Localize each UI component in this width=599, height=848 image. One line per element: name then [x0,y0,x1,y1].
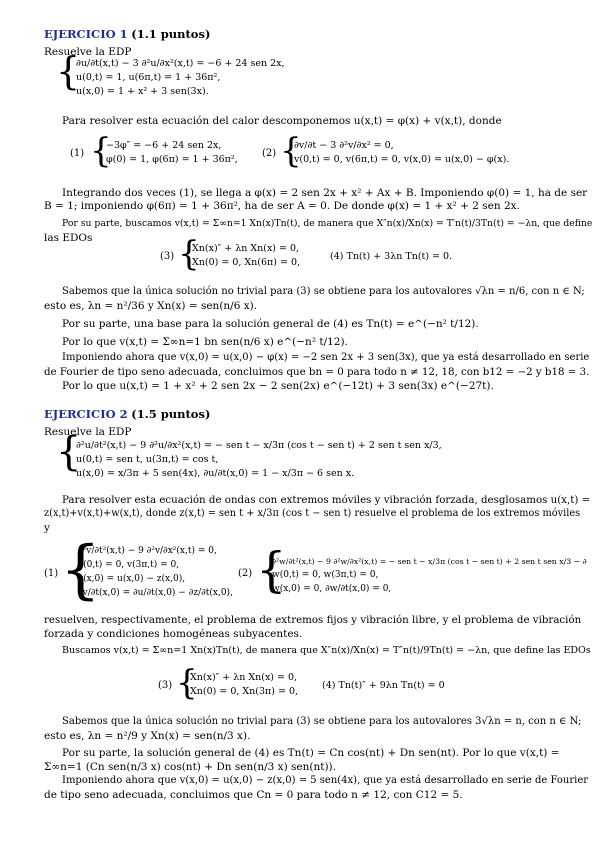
paragraph: Para resolver esta ecuación del calor descomponemos u(x,t) = φ(x) + v(x,t), donde [62,115,502,127]
paragraph-line: Para resolver esta ecuación de ondas con extremos móviles y vibración forzada, desglosamos u(x,t) = [62,494,591,506]
paragraph-line: de Fourier de tipo seno adecuada, concluimos que bn = 0 para todo n ≠ 12, 18, con b12 = −2 y b18 = 3. [44,366,590,378]
paragraph-line: Por lo que u(x,t) = 1 + x² + 2 sen 2x − 2 sen(2x) e^(−12t) + 3 sen(3x) e^(−27t). [62,380,494,392]
equation: (4) Tn(t) + 3λn Tn(t) = 0. [330,251,453,262]
paragraph-line: y [44,522,50,534]
brace: { [176,663,198,703]
equation-label: (1) [70,148,85,159]
paragraph-line: B = 1; imponiendo φ(6π) = 1 + 36π², ha de ser A = 0. De donde φ(x) = 1 + x² + 2 sen 2x. [44,200,520,212]
paragraph-line: z(x,t)+v(x,t)+w(x,t), donde z(x,t) = sen t + x/3π (cos t − sen t) resuelve el problema de los extremos móviles [44,508,581,519]
paragraph-line: forzada y condiciones homogéneas subyacentes. [44,628,303,640]
equation-label: (1) [44,568,59,579]
system-line: ∂²v/∂t²(x,t) − 9 ∂²v/∂x²(x,t) = 0, [78,546,217,556]
paragraph-line: Por lo que v(x,t) = Σ∞n=1 bn sen(n/6 x) e^(−n² t/12). [62,336,348,348]
system-line: −3φ″ = −6 + 24 sen 2x, [106,140,222,151]
exercise-1-intro: Resuelve la EDP [44,46,132,58]
paragraph-line: Por su parte, la solución general de (4) es Tn(t) = Cn cos(nt) + Dn sen(nt). Por lo que v(x,t) = [62,747,560,759]
exercise-2-system-line: ∂²u/∂t²(x,t) − 9 ∂²u/∂x²(x,t) = − sen t − x/3π (cos t − sen t) + 2 sen t sen x/3, [76,440,442,451]
paragraph-line: Por su parte, buscamos v(x,t) = Σ∞n=1 Xn(x)Tn(t), de manera que X″n(x)/Xn(x) = T′n(t)/3Tn(t) = −λn, que define [62,218,593,229]
system-line: w(x,0) = 0, ∂w/∂t(x,0) = 0, [272,584,392,594]
exercise-1-system-line: u(x,0) = 1 + x² + 3 sen(3x). [76,86,209,97]
system-line: φ(0) = 1, φ(6π) = 1 + 36π², [106,154,238,165]
paragraph-line: esto es, λn = n²/36 y Xn(x) = sen(n/6 x). [44,300,258,312]
paragraph-line: Imponiendo ahora que v(x,0) = u(x,0) − z(x,0) = 5 sen(4x), que ya está desarrollado en serie de Fourier [62,775,589,786]
system-line: v(0,t) = 0, v(6π,t) = 0, v(x,0) = u(x,0) − φ(x). [294,154,510,165]
paragraph-line: Buscamos v(x,t) = Σ∞n=1 Xn(x)Tn(t), de manera que X″n(x)/Xn(x) = T″n(t)/9Tn(t) = −λn, que define las EDOs [62,645,591,656]
exercise-1-system-line: ∂u/∂t(x,t) − 3 ∂²u/∂x²(x,t) = −6 + 24 sen 2x, [76,58,285,69]
system-line: v(x,0) = u(x,0) − z(x,0), [78,574,186,584]
system-line: v(0,t) = 0, v(3π,t) = 0, [78,560,180,570]
system-line: ∂²w/∂t²(x,t) − 9 ∂²w/∂x²(x,t) = − sen t − x/3π (cos t − sen t) + 2 sen t sen x/3 − ∂ [272,557,587,566]
system-line: Xn(0) = 0, Xn(6π) = 0, [192,257,301,268]
brace: { [178,234,200,274]
paragraph-line: Integrando dos veces (1), se llega a φ(x) = 2 sen 2x + x² + Ax + B. Imponiendo φ(0) = 1, ha de ser [62,187,588,199]
equation-label: (2) [262,148,277,159]
system-line: Xn(x)″ + λn Xn(x) = 0, [190,672,298,683]
exercise-2-system-line: u(x,0) = x/3π + 5 sen(4x), ∂u/∂t(x,0) = 1 − x/3π − 6 sen x. [76,468,355,479]
system-line: w(0,t) = 0, w(3π,t) = 0, [272,570,379,580]
exercise-2-intro: Resuelve la EDP [44,426,132,438]
brace: { [90,131,112,171]
exercise-1-points: (1.1 puntos) [131,27,211,41]
brace: { [280,131,302,171]
brace: { [256,542,287,598]
brace: { [60,533,101,607]
system-line: Xn(x)″ + λn Xn(x) = 0, [192,243,300,254]
exercise-2-heading [44,408,210,420]
system-line: ∂v/∂t − 3 ∂²v/∂x² = 0, [294,140,394,151]
paragraph-line: Sabemos que la única solución no trivial para (3) se obtiene para los autovalores 3√λn = n, con n ∈ N; [62,716,582,727]
paragraph-line: Σ∞n=1 (Cn sen(n/3 x) cos(nt) + Dn sen(n/3 x) sen(nt)). [44,761,336,773]
paragraph-line: esto es, λn = n²/9 y Xn(x) = sen(n/3 x). [44,730,251,742]
equation-label: (3) [160,251,175,262]
equation-label: (2) [238,568,253,579]
brace: { [56,429,82,475]
paragraph-line: de tipo seno adecuada, concluimos que Cn = 0 para todo n ≠ 12, con C12 = 5. [44,789,463,801]
paragraph-line: Sabemos que la única solución no trivial para (3) se obtiene para los autovalores √λn = n/6, con n ∈ N; [62,286,585,297]
exercise-1-system-line: u(0,t) = 1, u(6π,t) = 1 + 36π², [76,72,221,83]
exercise-2-system-line: u(0,t) = sen t, u(3π,t) = cos t, [76,454,219,465]
exercise-2-points: (1.5 puntos) [131,407,211,421]
exercise-1-heading [44,28,210,40]
brace: { [56,49,81,93]
system-line: Xn(0) = 0, Xn(3π) = 0, [190,686,299,697]
system-line: ∂v/∂t(x,0) = ∂u/∂t(x,0) − ∂z/∂t(x,0), [78,588,233,598]
paragraph-line: resuelven, respectivamente, el problema de extremos fijos y vibración libre, y el problema de vibración [44,614,582,626]
paragraph-line: Por su parte, una base para la solución general de (4) es Tn(t) = e^(−n² t/12). [62,318,479,330]
paragraph-line: las EDOs [44,232,93,244]
equation-label: (3) [158,680,173,691]
exercise-2-title: EJERCICIO 2 [44,407,128,421]
exercise-1-title: EJERCICIO 1 [44,27,128,41]
equation: (4) Tn(t)″ + 9λn Tn(t) = 0 [322,680,445,691]
paragraph-line: Imponiendo ahora que v(x,0) = u(x,0) − φ(x) = −2 sen 2x + 3 sen(3x), que ya está desarrollado en serie [62,352,590,363]
